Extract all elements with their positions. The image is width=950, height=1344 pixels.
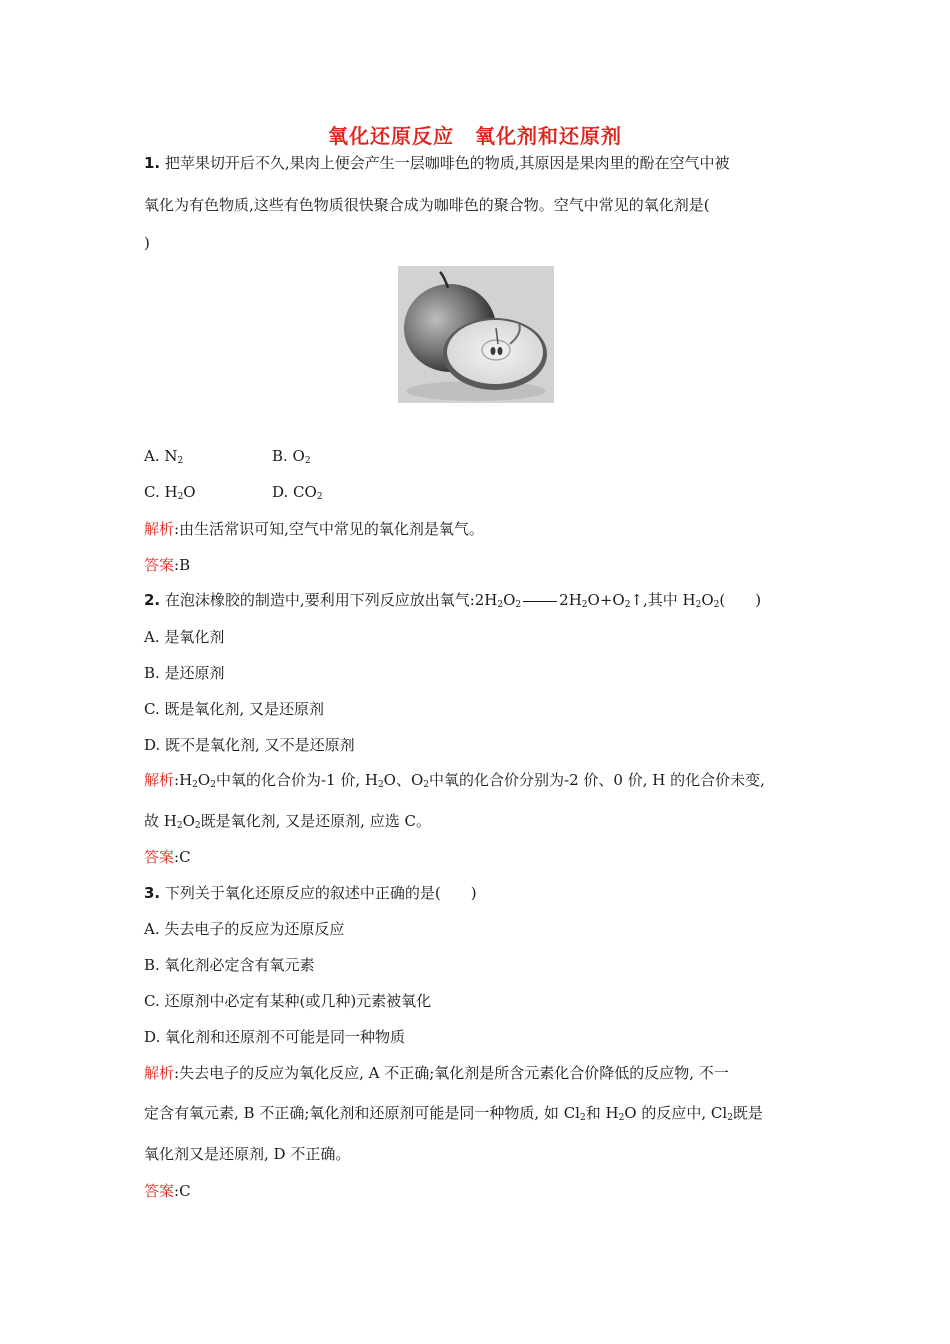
q3-number: 3. [144, 884, 161, 902]
q2-option-b[interactable]: B. 是还原剂 [144, 664, 225, 682]
q2-option-d[interactable]: D. 既不是氧化剂, 又不是还原剂 [144, 736, 355, 754]
analysis-label: 解析 [144, 771, 175, 789]
answer-label: 答案 [144, 1182, 175, 1200]
q3-analysis-line1: 解析:失去电子的反应为氧化反应, A 不正确;氧化剂是所含元素化合价降低的反应物, 不一 [144, 1064, 729, 1082]
q3-analysis-line3: 氧化剂又是还原剂, D 不正确。 [144, 1145, 351, 1163]
q3-option-a[interactable]: A. 失去电子的反应为还原反应 [144, 920, 345, 938]
q3-option-c[interactable]: C. 还原剂中必定有某种(或几种)元素被氧化 [144, 992, 432, 1010]
q2-option-c[interactable]: C. 既是氧化剂, 又是还原剂 [144, 700, 325, 718]
reaction-equals-sign [523, 601, 557, 602]
q2-analysis-line1: 解析$:H_2O_2$中氧的化合价为-1 价, $H_2O$、$O_2$中氧的化合价分别为-2 价、0 价, H 的化合价未变, [144, 771, 765, 790]
q2-option-a[interactable]: A. 是氧化剂 [144, 628, 225, 646]
q2-number: 2. [144, 591, 161, 609]
analysis-label: 解析 [144, 520, 175, 538]
q1-stem-line1 [144, 152, 729, 173]
q3-stem: 3. 下列关于氧化还原反应的叙述中正确的是( ) [144, 884, 477, 902]
page-title: 氧化还原反应 氧化剂和还原剂 [328, 124, 622, 148]
q1-stem-line2: 氧化为有色物质,这些有色物质很快聚合成为咖啡色的聚合物。空气中常见的氧化剂是( [144, 196, 710, 214]
q1-stem-line3: ) [144, 234, 150, 252]
q2-analysis-line2: 故 $H_2O_2$既是氧化剂, 又是还原剂, 应选 C。 [144, 812, 431, 831]
analysis-label: 解析 [144, 1064, 175, 1082]
q1-option-b[interactable]: B. $O_2$ [272, 447, 311, 466]
q1-number: 1. [144, 154, 161, 172]
q1-analysis: 解析:由生活常识可知,空气中常见的氧化剂是氧气。 [144, 520, 484, 538]
answer-label: 答案 [144, 848, 175, 866]
apple-photo [398, 266, 554, 403]
q3-answer: 答案:C [144, 1182, 191, 1200]
q3-option-b[interactable]: B. 氧化剂必定含有氧元素 [144, 956, 315, 974]
q1-option-c[interactable]: C. $H_2O$ [144, 483, 196, 502]
q2-answer: 答案:C [144, 848, 191, 866]
q1-stem-text1: 把苹果切开后不久,果肉上便会产生一层咖啡色的物质,其原因是果肉里的酚在空气中被 [164, 154, 730, 172]
q1-options-ab [144, 447, 183, 466]
q1-answer: 答案:B [144, 556, 191, 574]
q3-analysis-line2: 定含有氧元素, B 不正确;氧化剂和还原剂可能是同一种物质, 如 $Cl_2$和 $H_2O$ 的反应中, $Cl_2$既是 [144, 1104, 763, 1123]
q1-option-d[interactable]: D. $CO_2$ [272, 483, 323, 502]
q1-option-a[interactable]: A. $N_2$ [144, 447, 184, 466]
answer-label: 答案 [144, 556, 175, 574]
q3-option-d[interactable]: D. 氧化剂和还原剂不可能是同一种物质 [144, 1028, 406, 1046]
q2-stem: 2. 在泡沫橡胶的制造中,要利用下列反应放出氧气$:2H_2O_2$ $2H_2O+O_2↑$,其中 $H_2O_2$( ) [144, 591, 762, 610]
